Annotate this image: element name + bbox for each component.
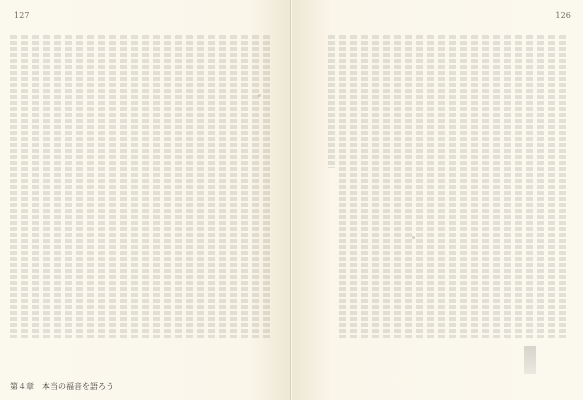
left-text-block: [10, 35, 278, 338]
scan-mark: [258, 94, 261, 97]
text-column: [120, 35, 127, 338]
text-column: [153, 35, 160, 338]
text-column: [460, 35, 467, 338]
text-column: [339, 35, 346, 338]
text-column: [548, 35, 555, 338]
text-column: [361, 35, 368, 338]
text-column: [449, 35, 456, 338]
text-column: [197, 35, 204, 338]
text-column: [504, 35, 511, 338]
text-column: [87, 35, 94, 338]
text-column: [76, 35, 83, 338]
left-text-columns: [10, 35, 278, 338]
text-column: [175, 35, 182, 338]
text-column: [526, 35, 533, 338]
text-column: [252, 35, 259, 338]
text-column: [10, 35, 17, 338]
faded-footer-mark: [524, 346, 536, 374]
text-column: [383, 35, 390, 338]
text-column: [142, 35, 149, 338]
text-column: [219, 35, 226, 338]
text-column: [405, 35, 412, 338]
text-column: [438, 35, 445, 338]
text-column: [427, 35, 434, 338]
text-column: [559, 35, 566, 338]
right-page-number: 126: [555, 11, 571, 20]
text-column: [515, 35, 522, 338]
right-text-columns: [328, 35, 571, 338]
text-column: [416, 35, 423, 338]
text-column: [471, 35, 478, 338]
left-page-number: 127: [14, 11, 30, 20]
text-column: [43, 35, 50, 338]
text-column: [230, 35, 237, 338]
text-column: [350, 35, 357, 338]
text-column: [328, 35, 335, 168]
text-column: [537, 35, 544, 338]
text-column: [65, 35, 72, 338]
text-column: [109, 35, 116, 338]
left-page: [0, 0, 291, 400]
text-column: [21, 35, 28, 338]
text-column: [54, 35, 61, 338]
text-column: [131, 35, 138, 338]
right-text-block: [328, 35, 571, 338]
text-column: [164, 35, 171, 338]
text-column: [482, 35, 489, 338]
text-column: [394, 35, 401, 338]
scan-mark: [412, 236, 415, 239]
text-column: [186, 35, 193, 338]
running-footer: 第４章 本当の福音を語ろう: [10, 382, 114, 391]
text-column: [208, 35, 215, 338]
text-column: [241, 35, 248, 338]
text-column: [32, 35, 39, 338]
right-page: [292, 0, 583, 400]
text-column: [493, 35, 500, 338]
text-column: [372, 35, 379, 338]
text-column: [98, 35, 105, 338]
text-column: [263, 35, 270, 338]
